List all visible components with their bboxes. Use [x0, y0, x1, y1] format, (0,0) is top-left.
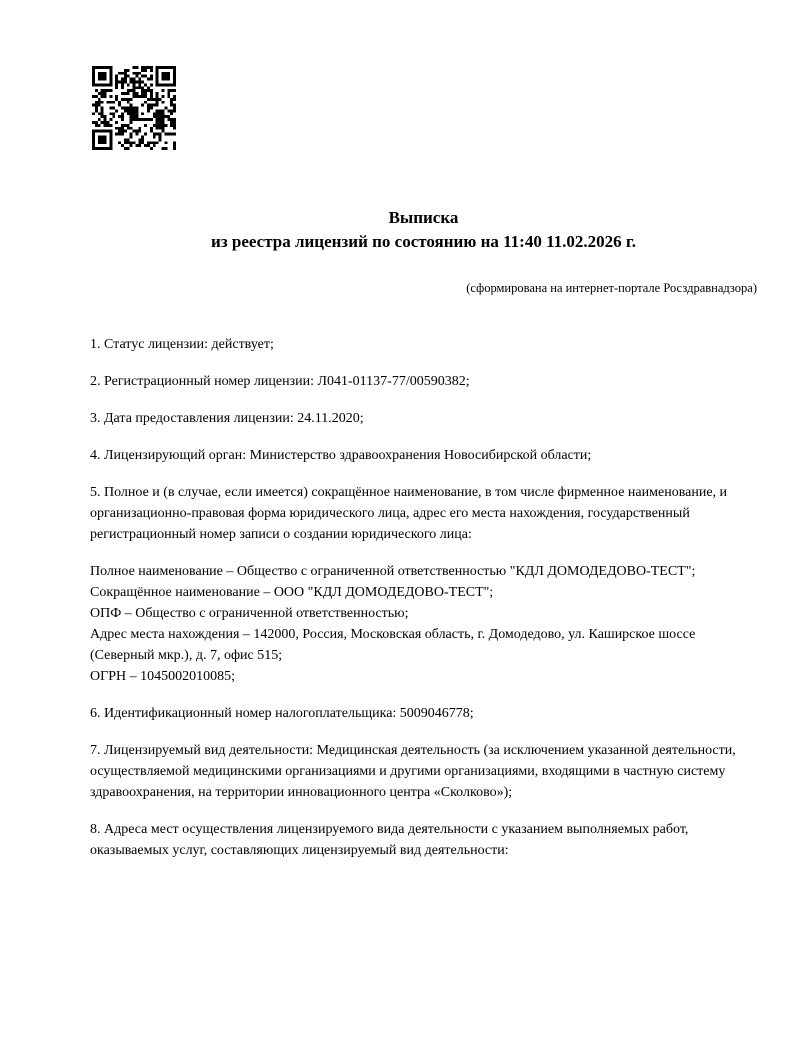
- paragraph-legal-entity-intro: 5. Полное и (в случае, если имеется) сокращённое наименование, в том числе фирменное наименование, и организационно-правовая форма юридического лица, адрес его места нахождения, государственный регистрационный номер записи о создании юридического лица:: [90, 485, 728, 542]
- paragraph-licensed-activity: 7. Лицензируемый вид деятельности: Медицинская деятельность (за исключением указанной деятельности, осуществляемой медицинскими организациями и другими организациями, входящими в частную систему здравоохранения, на территории инновационного центра «Сколково»);: [90, 743, 736, 800]
- qr-code-image: [92, 66, 176, 150]
- title-line-1: Выписка: [388, 208, 459, 227]
- paragraph-activity-addresses-intro: 8. Адреса мест осуществления лицензируемого вида деятельности с указанием выполняемых работ, оказываемых услуг, составляющих лицензируемый вид деятельности:: [90, 822, 689, 858]
- paragraph-taxpayer-number: 6. Идентификационный номер налогоплательщика: 5009046778;: [90, 706, 474, 721]
- document-content: [90, 206, 757, 861]
- paragraph-grant-date: 3. Дата предоставления лицензии: 24.11.2020;: [90, 411, 364, 426]
- paragraph-licensing-authority: 4. Лицензирующий орган: Министерство здравоохранения Новосибирской области;: [90, 448, 592, 463]
- company-address: Адрес места нахождения – 142000, Россия, Московская область, г. Домодедово, ул. Каширское шоссе (Северный мкр.), д. 7, офис 515;: [90, 627, 696, 663]
- paragraph-company-details: [90, 561, 757, 687]
- company-ogrn: ОГРН – 1045002010085;: [90, 669, 235, 684]
- title-line-2: из реестра лицензий по состоянию на 11:40 11.02.2026 г.: [211, 232, 636, 251]
- paragraph-registration-number: 2. Регистрационный номер лицензии: Л041-01137-77/00590382;: [90, 374, 470, 389]
- document-subtitle: (сформирована на интернет-портале Росздравнадзора): [466, 281, 757, 295]
- company-short-name: Сокращённое наименование – ООО "КДЛ ДОМОДЕДОВО-ТЕСТ";: [90, 585, 494, 600]
- company-legal-form: ОПФ – Общество с ограниченной ответственностью;: [90, 606, 409, 621]
- company-full-name: Полное наименование – Общество с ограниченной ответственностью "КДЛ ДОМОДЕДОВО-ТЕСТ";: [90, 564, 696, 579]
- document-title: [90, 206, 757, 254]
- paragraph-license-status: 1. Статус лицензии: действует;: [90, 337, 274, 352]
